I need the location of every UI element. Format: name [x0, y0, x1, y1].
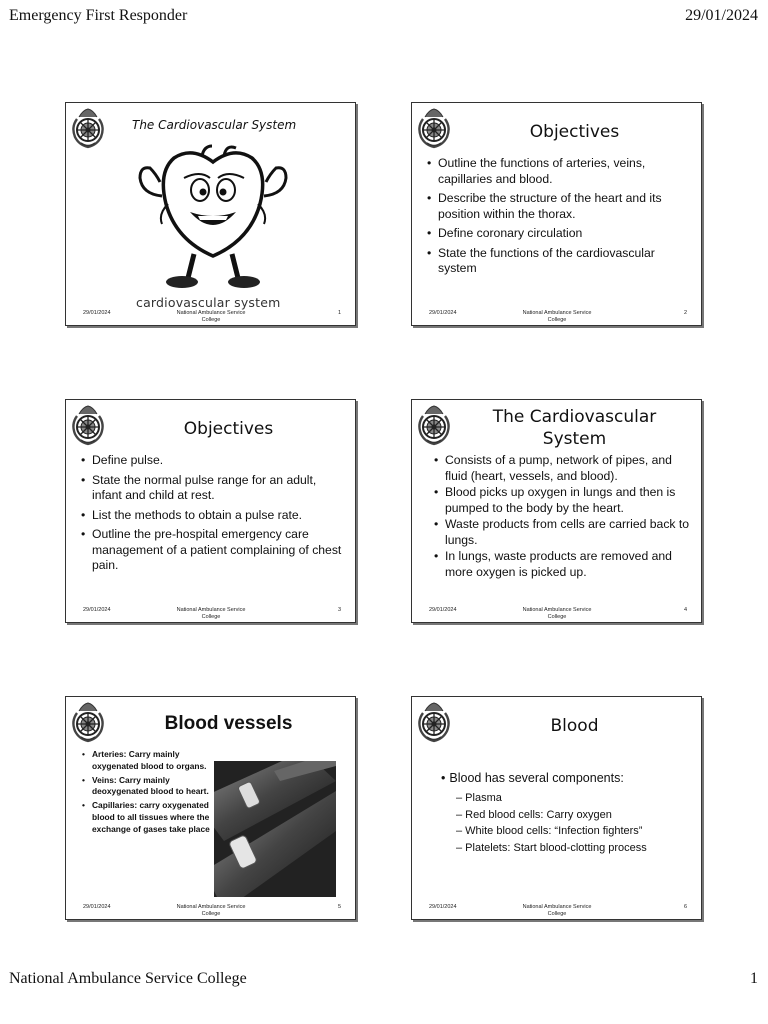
footer-institution: National Ambulance Service College [9, 970, 247, 987]
slide-title: Blood vessels [164, 713, 293, 734]
college-crest-icon [415, 404, 453, 446]
slide-1 [65, 102, 356, 326]
slide-footer-org: National Ambulance Service College [176, 310, 246, 323]
slide-title: Objectives [529, 122, 620, 142]
slide-title: The Cardiovascular System [492, 407, 657, 449]
list-item: • Arteries: Carry mainly oxygenated blood to organs. [82, 749, 212, 773]
list-item: – Red blood cells: Carry oxygen [456, 808, 612, 821]
illustration-caption: cardiovascular system [136, 295, 281, 310]
slide-footer-org: National Ambulance Service College [522, 904, 592, 917]
slide-3 [65, 399, 356, 623]
bullet-list [81, 453, 343, 578]
slide-2 [411, 102, 702, 326]
sub-bullet-list [456, 790, 647, 856]
slide-number: 3 [337, 607, 341, 613]
slide-footer-date: 29/01/2024 [83, 904, 111, 910]
college-crest-icon [69, 404, 107, 446]
slide-footer-org: National Ambulance Service College [522, 310, 592, 323]
list-item: • Blood picks up oxygen in lungs and then is pumped to the body by the heart. [434, 485, 696, 516]
list-item: • Veins: Carry mainly deoxygenated blood to heart. [82, 775, 212, 799]
list-item: • Define pulse. [81, 453, 343, 469]
college-crest-icon [69, 107, 107, 149]
blood-vessels-photo [214, 761, 336, 897]
slide-number: 2 [683, 310, 687, 316]
slide-footer-org: National Ambulance Service College [176, 904, 246, 917]
slide-footer-org: National Ambulance Service College [176, 607, 246, 620]
document-title: Emergency First Responder [9, 7, 188, 24]
list-item: – Plasma [456, 792, 502, 804]
slide-number: 4 [683, 607, 687, 613]
slide-title: The Cardiovascular System [132, 118, 297, 132]
slide-title: Objectives [183, 419, 274, 439]
slide-number: 5 [337, 904, 341, 910]
slide-number: 6 [683, 904, 687, 910]
list-item: • Consists of a pump, network of pipes, and fluid (heart, vessels, and blood). [434, 453, 696, 484]
list-item: • Outline the functions of arteries, veins, capillaries and blood. [427, 156, 689, 187]
slide-footer-date: 29/01/2024 [83, 607, 111, 613]
list-item: • Describe the structure of the heart and its position within the thorax. [427, 191, 689, 222]
college-crest-icon [415, 701, 453, 743]
document-date: 29/01/2024 [685, 7, 758, 24]
cartoon-heart-illustration [132, 144, 294, 294]
list-item: • In lungs, waste products are removed and more oxygen is picked up. [434, 549, 696, 580]
slide-footer-org: National Ambulance Service College [522, 607, 592, 620]
list-item: • List the methods to obtain a pulse rate. [81, 508, 343, 524]
bullet-list [427, 156, 689, 281]
slide-number: 1 [337, 310, 341, 316]
slide-footer-date: 29/01/2024 [429, 310, 457, 316]
list-item: • State the normal pulse range for an adult, infant and child at rest. [81, 473, 343, 504]
slide-5 [65, 696, 356, 920]
list-item: • Outline the pre-hospital emergency care management of a patient complaining of chest pain. [81, 527, 343, 574]
bullet-list [82, 749, 212, 838]
page-number: 1 [750, 970, 758, 987]
slide-footer-date: 29/01/2024 [83, 310, 111, 316]
college-crest-icon [69, 701, 107, 743]
slide-6 [411, 696, 702, 920]
blood-intro: • Blood has several components: [441, 771, 624, 785]
college-crest-icon [415, 107, 453, 149]
slide-4 [411, 399, 702, 623]
list-item: • Define coronary circulation [427, 226, 689, 242]
list-item: – White blood cells: “Infection fighters” [456, 825, 643, 837]
bullet-list [434, 453, 696, 581]
page-footer [9, 970, 758, 988]
slide-title: Blood [550, 716, 599, 736]
slide-footer-date: 29/01/2024 [429, 607, 457, 613]
list-item: • Waste products from cells are carried back to lungs. [434, 517, 696, 548]
slide-footer-date: 29/01/2024 [429, 904, 457, 910]
page-header [9, 7, 758, 25]
list-item: • Capillaries: carry oxygenated blood to all tissues where the exchange of gases take place [82, 800, 212, 835]
list-item: • State the functions of the cardiovascular system [427, 246, 689, 277]
list-item: – Platelets: Start blood-clotting process [456, 841, 647, 854]
